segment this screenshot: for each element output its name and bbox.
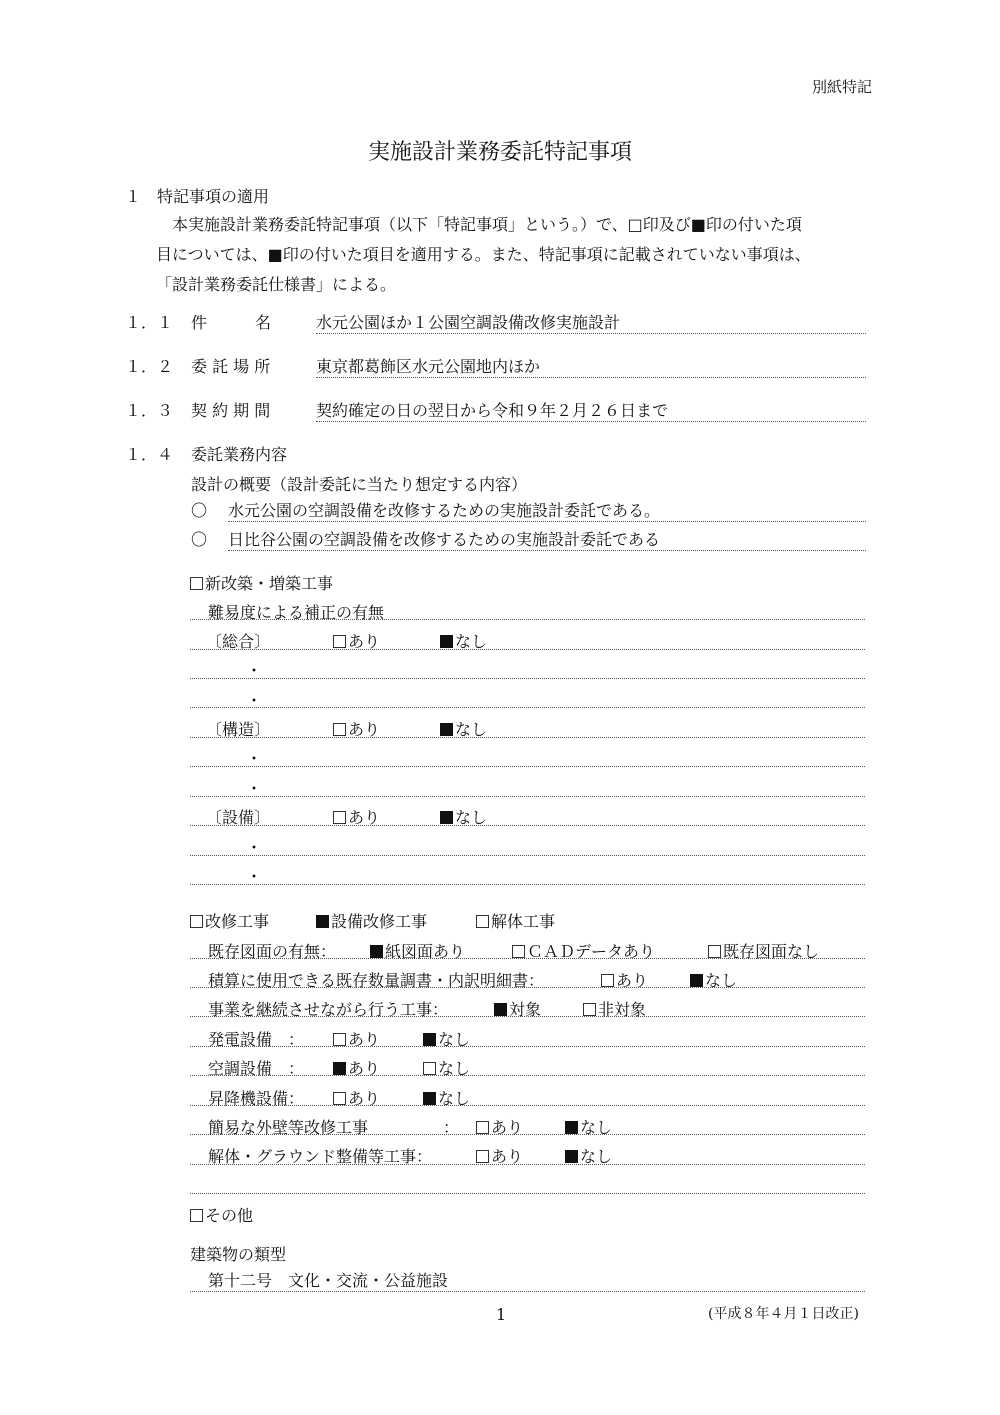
new-construction-checkbox[interactable]	[190, 571, 333, 594]
category-label: 〔総合〕	[206, 632, 271, 651]
option-no[interactable]: なし	[440, 805, 487, 828]
item-value: 契約確定の日の翌日から令和９年２月２６日まで	[316, 398, 866, 422]
option-yes[interactable]: あり	[476, 1115, 523, 1138]
exterior-colon: ：	[443, 1118, 460, 1137]
checkbox-empty-icon	[333, 635, 346, 648]
checkbox-empty-icon	[601, 974, 614, 987]
option-no[interactable]: なし	[440, 629, 487, 652]
list-dot: ・	[246, 691, 263, 710]
item-number: １．１	[125, 313, 174, 332]
cad-data-option[interactable]: ＣＡＤデータあり	[512, 939, 655, 962]
demolition-label: 解体・グラウンド整備等工事：	[208, 1147, 433, 1166]
overview-heading: 設計の概要（設計委託に当たり想定する内容）	[191, 475, 528, 494]
building-type-heading: 建築物の類型	[190, 1245, 287, 1264]
paragraph-line: 「設計業務委託仕様書」による。	[156, 275, 397, 294]
checkbox-empty-icon	[423, 1062, 436, 1075]
item-label: 契 約 期 間	[191, 401, 271, 420]
continuing-label: 事業を継続させながら行う工事：	[208, 1000, 449, 1019]
checkbox-empty-icon	[333, 1033, 346, 1046]
paper-drawing-option[interactable]: 紙図面あり	[370, 939, 465, 962]
paragraph-line: 目については、■印の付いた項目を適用する。また、特記事項に記載されていない事項は、	[156, 245, 811, 264]
bullet-icon: 〇	[191, 530, 208, 549]
checkbox-empty-icon	[476, 1150, 489, 1163]
option-yes[interactable]: あり	[333, 1086, 380, 1109]
drawings-label: 既存図面の有無：	[208, 942, 337, 961]
power-label: 発電設備 ：	[208, 1030, 305, 1049]
aircon-label: 空調設備 ：	[208, 1059, 305, 1078]
list-dot: ・	[246, 838, 263, 857]
checkbox-empty-icon	[333, 1092, 346, 1105]
checkbox-empty-icon	[190, 1209, 203, 1222]
quantity-label: 積算に使用できる既存数量調書・内訳明細書：	[208, 971, 545, 990]
equipment-renovation-checkbox[interactable]: 設備改修工事	[316, 909, 427, 932]
item-number: １．２	[125, 357, 174, 376]
dotted-line	[190, 649, 865, 650]
option-no[interactable]: なし	[423, 1086, 470, 1109]
overview-bullet-text: 水元公園の空調設備を改修するための実施設計委託である。	[228, 498, 866, 522]
dotted-line	[190, 678, 865, 679]
item-value: 水元公園ほか１公園空調設備改修実施設計	[316, 310, 866, 334]
document-title: 実施設計業務委託特記事項	[367, 140, 632, 165]
section-heading: １ 特記事項の適用	[125, 187, 270, 206]
option-yes[interactable]: あり	[333, 805, 380, 828]
option-yes[interactable]: あり	[476, 1144, 523, 1167]
item-value: 東京都葛飾区水元公園地内ほか	[316, 354, 866, 378]
option-no[interactable]: なし	[423, 1056, 470, 1079]
item-label: 委 託 場 所	[191, 357, 271, 376]
dotted-line	[190, 796, 865, 797]
checkbox-empty-icon	[333, 723, 346, 736]
non-target-option[interactable]: 非対象	[583, 997, 646, 1020]
list-dot: ・	[246, 867, 263, 886]
item-label: 件 名	[191, 313, 272, 332]
checkbox-filled-icon	[494, 1003, 507, 1016]
bullet-icon: 〇	[191, 501, 208, 520]
exterior-label: 簡易な外壁等改修工事	[208, 1118, 369, 1137]
new-construction-label: 新改築・増築工事	[205, 574, 334, 593]
item-label: 委託業務内容	[191, 445, 288, 464]
checkbox-empty-icon	[190, 577, 203, 590]
item-number: １．３	[125, 401, 174, 420]
other-checkbox[interactable]: その他	[190, 1203, 253, 1226]
dotted-line	[190, 884, 865, 885]
dotted-line	[190, 707, 865, 708]
option-no[interactable]: なし	[690, 968, 737, 991]
page-number: 1	[496, 1305, 507, 1324]
checkbox-filled-icon	[690, 974, 703, 987]
option-no[interactable]: なし	[565, 1144, 612, 1167]
renovation-checkbox[interactable]: 改修工事	[190, 909, 269, 932]
checkbox-empty-icon	[476, 1121, 489, 1134]
dotted-line	[190, 766, 865, 767]
option-no[interactable]: なし	[440, 717, 487, 740]
option-yes[interactable]: あり	[601, 968, 648, 991]
category-label: 〔構造〕	[206, 720, 271, 739]
checkbox-empty-icon	[512, 945, 525, 958]
checkbox-empty-icon	[333, 811, 346, 824]
checkbox-filled-icon	[440, 723, 453, 736]
dotted-line	[190, 855, 865, 856]
elevator-label: 昇降機設備：	[208, 1089, 305, 1108]
checkbox-empty-icon	[708, 945, 721, 958]
checkbox-filled-icon	[440, 635, 453, 648]
dotted-line	[190, 737, 865, 738]
building-type-value: 第十二号 文化・交流・公益施設	[190, 1268, 865, 1292]
dotted-line	[190, 825, 865, 826]
checkbox-empty-icon	[583, 1003, 596, 1016]
checkbox-empty-icon	[190, 915, 203, 928]
checkbox-filled-icon	[565, 1150, 578, 1163]
checkbox-empty-icon	[476, 915, 489, 928]
checkbox-filled-icon	[440, 811, 453, 824]
category-label: 〔設備〕	[206, 808, 271, 827]
option-yes[interactable]: あり	[333, 1056, 380, 1079]
list-dot: ・	[246, 749, 263, 768]
checkbox-filled-icon	[333, 1062, 346, 1075]
demolition-work-checkbox[interactable]: 解体工事	[476, 909, 555, 932]
option-no[interactable]: なし	[565, 1115, 612, 1138]
difficulty-label: 難易度による補正の有無	[208, 603, 385, 622]
checkbox-filled-icon	[423, 1092, 436, 1105]
checkbox-filled-icon	[316, 915, 329, 928]
checkbox-filled-icon	[423, 1033, 436, 1046]
list-dot: ・	[246, 661, 263, 680]
attachment-label: 別紙特記	[812, 78, 873, 96]
checkbox-filled-icon	[370, 945, 383, 958]
checkbox-filled-icon	[565, 1121, 578, 1134]
option-yes[interactable]: あり	[333, 717, 380, 740]
target-option[interactable]: 対象	[494, 997, 541, 1020]
paragraph-line: 本実施設計業務委託特記事項（以下「特記事項」という。）で、□印及び■印の付いた項	[172, 215, 802, 234]
no-drawing-option[interactable]: 既存図面なし	[708, 939, 819, 962]
item-number: １．４	[125, 445, 174, 464]
list-dot: ・	[246, 779, 263, 798]
option-no[interactable]: なし	[423, 1027, 470, 1050]
option-yes[interactable]: あり	[333, 629, 380, 652]
option-yes[interactable]: あり	[333, 1027, 380, 1050]
dotted-line	[190, 619, 865, 620]
dotted-line	[190, 1193, 865, 1194]
revision-note: (平成８年４月１日改正)	[708, 1306, 859, 1322]
overview-bullet-text: 日比谷公園の空調設備を改修するための実施設計委託である	[228, 527, 866, 551]
